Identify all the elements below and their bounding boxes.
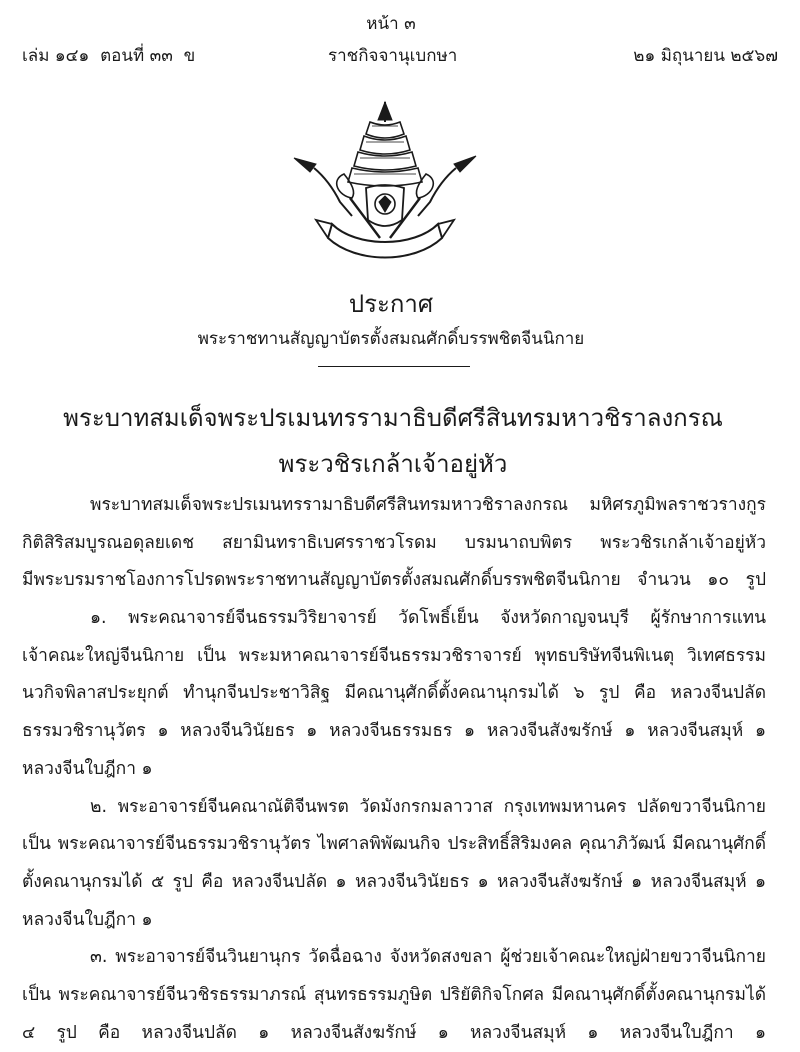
body-line: พระบาทสมเด็จพระปรเมนทรรามาธิบดีศรีสินทรมหาวชิราลงกรณ มหิศรภูมิพลราชวรางกูร: [90, 495, 766, 515]
body-line: มีพระบรมราชโองการโปรดพระราชทานสัญญาบัตรตั้งสมณศักดิ์บรรพชิตจีนนิกาย จำนวน ๑๐ รูป: [22, 570, 766, 591]
volume-issue: เล่ม ๑๔๑ ตอนที่ ๓๓ ข: [22, 46, 196, 66]
proclamation-body: [22, 487, 766, 1052]
royal-seal-emblem: [286, 98, 484, 268]
royal-name-line-2: พระวชิรเกล้าเจ้าอยู่หัว: [278, 450, 508, 478]
body-line: เจ้าคณะใหญ่จีนนิกาย เป็น พระมหาคณาจารย์จีนธรรมวชิราจารย์ พุทธบริษัทจีนพิเนตุ วิเทศธรรม: [22, 645, 766, 666]
body-line: ๑. พระคณาจารย์จีนธรรมวิริยาจารย์ วัดโพธิ์เย็น จังหวัดกาญจนบุรี ผู้รักษาการแทน: [90, 608, 766, 629]
body-line: ธรรมวชิรานุวัตร ๑ หลวงจีนวินัยธร ๑ หลวงจีนธรรมธร ๑ หลวงจีนสังฆรักษ์ ๑ หลวงจีนสมุห์ ๑: [22, 721, 766, 742]
body-line: ตั้งคณานุกรมได้ ๕ รูป คือ หลวงจีนปลัด ๑ หลวงจีนวินัยธร ๑ หลวงจีนสังฆรักษ์ ๑ หลวงจีนสมุห์ ๑: [22, 871, 766, 892]
royal-name-line-1: พระบาทสมเด็จพระปรเมนทรรามาธิบดีศรีสินทรมหาวชิราลงกรณ: [63, 404, 723, 432]
body-line: เป็น พระคณาจารย์จีนวชิรธรรมาภรณ์ สุนทรธรรมภูษิต ปริยัติกิจโกศล มีคณานุศักดิ์ตั้งคณานุกรมได้: [22, 984, 766, 1005]
publication-name: ราชกิจจานุเบกษา: [328, 46, 458, 66]
document-type: ประกาศ: [348, 290, 434, 318]
document-subject: พระราชทานสัญญาบัตรตั้งสมณศักดิ์บรรพชิตจีนนิกาย: [197, 329, 585, 349]
body-line: หลวงจีนใบฎีกา ๑: [22, 758, 153, 779]
body-line: กิติสิริสมบูรณอดุลยเดช สยามินทราธิเบศรราชวโรดม บรมนาถบพิตร พระวชิรเกล้าเจ้าอยู่หัว: [22, 532, 766, 553]
publication-date: ๒๑ มิถุนายน ๒๕๖๗: [633, 46, 778, 66]
body-line: เป็น พระคณาจารย์จีนธรรมวชิรานุวัตร ไพศาลพิพัฒนกิจ ประสิทธิ์สิริมงคล คุณาภิวัฒน์ มีคณานุศักดิ์: [22, 834, 766, 855]
body-line: นวกิจพิลาสประยุกต์ ทำนุกจีนประชาวิสิฐ มีคณานุศักดิ์ตั้งคณานุกรมได้ ๖ รูป คือ หลวงจีนปลัด: [22, 683, 766, 704]
body-line: หลวงจีนใบฎีกา ๑: [22, 909, 153, 930]
page-number: หน้า ๓: [366, 14, 416, 34]
title-divider: [318, 366, 470, 367]
body-line: ๓. พระอาจารย์จีนวินยานุกร วัดฉื่อฉาง จังหวัดสงขลา ผู้ช่วยเจ้าคณะใหญ่ฝ่ายขวาจีนนิกาย: [90, 947, 766, 968]
body-line: ๔ รูป คือ หลวงจีนปลัด ๑ หลวงจีนสังฆรักษ์ ๑ หลวงจีนสมุห์ ๑ หลวงจีนใบฎีกา ๑: [22, 1022, 766, 1043]
body-line: ๒. พระอาจารย์จีนคณาณัติจีนพรต วัดมังกรกมลาวาส กรุงเทพมหานคร ปลัดขวาจีนนิกาย: [90, 796, 766, 817]
